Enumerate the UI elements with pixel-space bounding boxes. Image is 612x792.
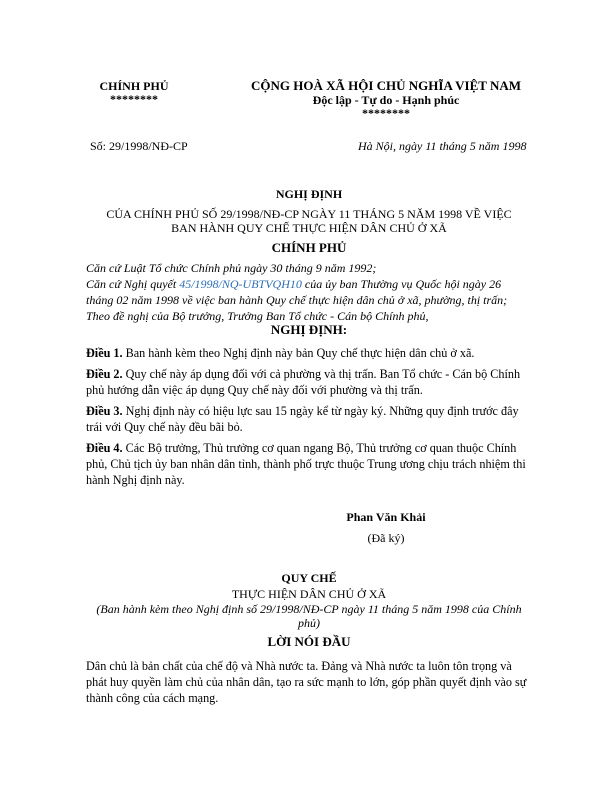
article-text: Quy chế này áp dụng đối với cả phường và thị trấn. Ban Tổ chức - Cán bộ Chính phủ hướng dẫn việc áp dụng Quy chế này đối với phường và thị trấn. [86, 367, 521, 397]
resolution-link[interactable]: 45/1998/NQ-UBTVQH10 [179, 277, 302, 291]
place-date: Hà Nội, ngày 11 tháng 5 năm 1998 [358, 139, 527, 153]
article-label: Điều 2. [86, 367, 123, 381]
national-stars: ******** [362, 106, 410, 120]
decree-subtitle-2: BAN HÀNH QUY CHẾ THỰC HIỆN DÂN CHỦ Ở XÃ [171, 221, 447, 235]
signed-note: (Đã ký) [367, 531, 405, 545]
regulation-note-1: (Ban hành kèm theo Nghị định số 29/1998/NĐ-CP ngày 11 tháng 5 năm 1998 của Chính [96, 602, 522, 616]
article-4 [86, 440, 532, 488]
article-text: Nghị định này có hiệu lực sau 15 ngày kể từ ngày ký. Những quy định trước đây trái với Quy chế này đều bãi bỏ. [86, 404, 519, 434]
article-1 [86, 345, 532, 361]
article-text: Ban hành kèm theo Nghị định này bản Quy chế thực hiện dân chủ ở xã. [122, 346, 475, 360]
preface-title: LỜI NÓI ĐẦU [267, 634, 351, 649]
issuer-name: CHÍNH PHỦ [99, 79, 169, 93]
legal-basis-3: Theo đề nghị của Bộ trưởng, Trưởng Ban Tổ chức - Cán bộ Chính phủ, [86, 309, 429, 323]
article-label: Điều 3. [86, 404, 123, 418]
regulation-subtitle: THỰC HIỆN DÂN CHỦ Ở XÃ [231, 587, 387, 601]
decree-title: NGHỊ ĐỊNH [275, 187, 343, 201]
legal-basis-2-cont: tháng 02 năm 1998 về việc ban hành Quy chế thực hiện dân chủ ở xã, phường, thị trấn; [86, 293, 508, 307]
signatory-name: Phan Văn Khải [346, 510, 426, 524]
article-text: Các Bộ trưởng, Thủ trưởng cơ quan ngang Bộ, Thủ trưởng cơ quan thuộc Chính phủ, Chủ tịch ủy ban nhân dân tỉnh, thành phố trực thuộc Trung ương chịu trách nhiệm thi hành Nghị định này. [86, 441, 526, 487]
national-motto: Độc lập - Tự do - Hạnh phúc [312, 93, 460, 107]
decree-issuer: CHÍNH PHỦ [271, 240, 347, 255]
legal-basis-2-pre: Căn cứ Nghị quyết [86, 277, 180, 291]
decree-decides: NGHỊ ĐỊNH: [270, 322, 348, 337]
document-number: Số: 29/1998/NĐ-CP [90, 139, 188, 153]
regulation-title: QUY CHẾ [281, 571, 337, 585]
issuer-stars: ******** [110, 92, 158, 106]
legal-basis-2-post: của ủy ban Thường vụ Quốc hội ngày 26 [301, 277, 502, 291]
article-label: Điều 1. [86, 346, 123, 360]
preface-text: Dân chủ là bản chất của chế độ và Nhà nước ta. Đảng và Nhà nước ta luôn tôn trọng và phát huy quyền làm chủ của nhân dân, tạo ra sức mạnh to lớn, góp phần quyết định vào sự thành công của cách mạng. [86, 659, 527, 705]
article-label: Điều 4. [86, 441, 123, 455]
national-title: CỘNG HOÀ XÃ HỘI CHỦ NGHĨA VIỆT NAM [250, 78, 522, 93]
legal-basis-1: Căn cứ Luật Tổ chức Chính phủ ngày 30 tháng 9 năm 1992; [86, 261, 377, 275]
decree-subtitle-1: CỦA CHÍNH PHỦ SỐ 29/1998/NĐ-CP NGÀY 11 THÁNG 5 NĂM 1998 VỀ VIỆC [106, 207, 512, 221]
article-2 [86, 366, 532, 398]
legal-basis-2 [86, 277, 501, 292]
article-3 [86, 403, 532, 435]
regulation-note-2: phủ) [298, 616, 320, 630]
